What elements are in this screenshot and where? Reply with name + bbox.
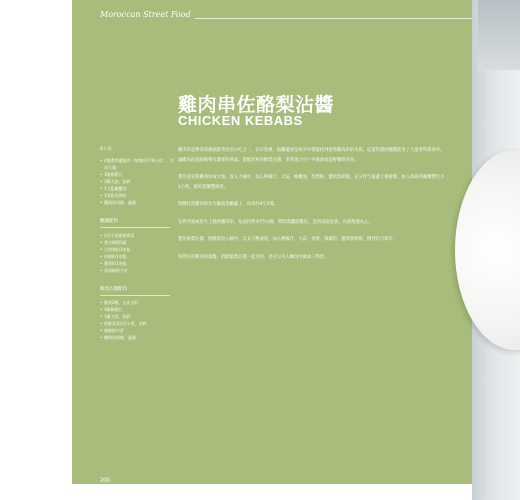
recipe-title-english: CHICKEN KEBABS (178, 113, 303, 128)
ingredient-item: • 薑黃粉1茶匙 (100, 260, 176, 267)
body-paragraph: 雞肉串是摩洛哥街頭最常見的小吃之一，在市集裡、海灘邊或是夜市中都能找到炭烤雞肉串的身影。這道料理的醃醬使用了大量香料與香草，讓雞肉在燒烤後帶有濃郁的香氣。搭配清爽的酪梨沾醬，非常適合在戶外聚會或是野餐時享用。 (178, 148, 445, 163)
section-title: 醃醬配料 (100, 219, 118, 224)
section-title: 酪梨沾醬配料 (100, 286, 127, 292)
body-paragraph: 將醃好的雞肉串在竹籤或金屬籤上，每串約4至5塊。 (178, 202, 278, 207)
body-paragraph: 製作前先將雞肉切成大塊，放入大碗中，加入檸檬汁、大蒜、橄欖油、孜然粉、鹽與黑胡椒，充分拌勻後蓋上保鮮膜，放入冰箱冷藏醃製至少1小時，最好能醃製隔夜。 (178, 175, 445, 190)
ingredient-item: • 1瓣大蒜，拍碎 (100, 313, 176, 320)
ingredient-item: • 4塊帶骨雞腿肉（每塊約170公克），切成大塊 (100, 157, 176, 171)
section-divider (100, 295, 170, 296)
ingredient-item: • 約1小把新鮮香菜 (100, 232, 176, 239)
ingredient-item: • 辣椒粉少許 (100, 327, 176, 334)
ingredient-item: • 黃皮檸檬1顆 (100, 239, 176, 246)
ingredient-item: • 新鮮香菜約1小把，切碎 (100, 320, 176, 327)
ingredient-item: • 1茶匙孜然粉 (100, 192, 176, 199)
ingredient-item: • 1顆檸檬汁 (100, 306, 176, 313)
ingredient-item: • 鹽與黑胡椒，適量 (100, 199, 176, 206)
recipe-body (178, 146, 446, 270)
ingredient-section-servings (100, 146, 176, 206)
ingredient-item: • 紅椒粉1茶匙 (100, 253, 176, 260)
ingredient-item: • 黑胡椒粉少許 (100, 267, 176, 274)
body-paragraph: 在烤肉架或炭火上燒烤雞肉串，每面約烤4至5分鐘，期間需翻面數次，直到表面金黃、內部熟透為止。 (178, 219, 373, 225)
ingredient-item: • 1顆檸檬汁 (100, 171, 176, 178)
ingredients-sidebar (100, 146, 176, 353)
ingredient-item: • 1大匙橄欖油 (100, 185, 176, 192)
ingredient-section-marinade (100, 218, 176, 274)
section-title: 4人份 (100, 147, 112, 152)
running-header: Moroccan Street Food (100, 10, 195, 19)
ingredient-item: • 鹽與黑胡椒，適量 (100, 334, 176, 341)
body-paragraph: 將烤好的雞肉串盛盤，搭配酪梨沾醬一起享用，也可以夾入麵包中做成三明治。 (178, 254, 329, 260)
body-paragraph: 製作酪梨沾醬：將酪梨放入碗中，以叉子壓成泥，加入檸檬汁、大蒜、香菜、辣椒粉、鹽與黑胡椒，攪拌均勻即可。 (178, 237, 398, 242)
ingredient-item: • 小茴香粉1茶匙 (100, 246, 176, 253)
recipe-title-chinese: 雞肉串佐酪梨沾醬 (178, 94, 335, 116)
ingredient-item: • 酪梨2顆，去皮去籽 (100, 299, 176, 306)
ingredient-section-avocado-dip (100, 286, 176, 342)
page-number: 200 (100, 478, 111, 484)
food-photo-top (478, 0, 520, 70)
ingredient-item: • 1顆大蒜，拍碎 (100, 178, 176, 185)
section-divider (100, 227, 170, 228)
